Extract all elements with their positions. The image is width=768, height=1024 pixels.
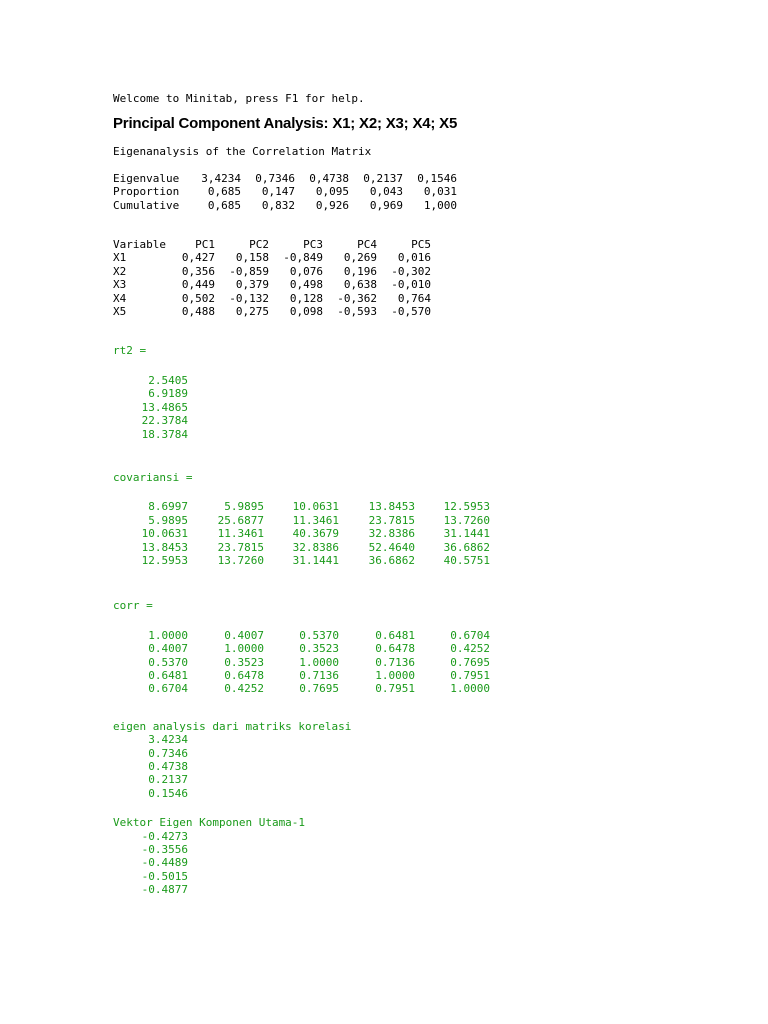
column-header: PC4 [357, 238, 377, 252]
table-cell: 13.8453 [368, 500, 415, 514]
table-cell: 1.0000 [450, 682, 490, 696]
table-cell: 0.7951 [450, 668, 490, 682]
table-cell: 2.5405 [148, 373, 188, 387]
loadings-table [113, 238, 431, 318]
table-row [113, 278, 431, 291]
table-cell: -0,302 [391, 264, 431, 278]
table-row [113, 514, 490, 527]
table-cell: 0,685 [207, 185, 241, 199]
table-cell: 0.6704 [450, 628, 490, 642]
table-row [113, 172, 457, 185]
table-cell: 13.7260 [443, 513, 490, 527]
table-cell: -0,362 [337, 291, 377, 305]
table-cell: 0,147 [261, 185, 295, 199]
table-cell: 0,098 [289, 305, 323, 319]
row-label: X4 [113, 291, 127, 305]
table-row [113, 870, 188, 883]
table-row [113, 747, 188, 760]
table-cell: 31.1441 [443, 527, 490, 541]
table-cell: -0.4489 [141, 856, 188, 870]
table-row [113, 642, 490, 655]
table-cell: 0.2137 [148, 773, 188, 787]
table-row [113, 199, 457, 212]
table-cell: 0.5370 [299, 628, 339, 642]
row-label: X1 [113, 251, 127, 265]
table-row [113, 292, 431, 305]
eigen-analysis-label: eigen analysis dari matriks korelasi [113, 719, 352, 733]
table-cell: 6.9189 [148, 387, 188, 401]
table-cell: 11.3461 [292, 513, 339, 527]
table-cell: 0.4007 [148, 642, 188, 656]
table-row [113, 733, 188, 746]
table-cell: 10.0631 [141, 527, 188, 541]
table-row [113, 401, 188, 414]
table-cell: 0,926 [315, 198, 349, 212]
table-cell: 0,498 [289, 278, 323, 292]
table-cell: 0,969 [369, 198, 403, 212]
table-cell: 0.4252 [450, 642, 490, 656]
table-cell: 23.7815 [217, 540, 264, 554]
table-cell: 1.0000 [148, 628, 188, 642]
table-row [113, 830, 188, 843]
table-cell: 0.7951 [375, 682, 415, 696]
table-cell: 10.0631 [292, 500, 339, 514]
table-cell: 13.4865 [141, 400, 188, 414]
row-label: X5 [113, 305, 127, 319]
welcome-message: Welcome to Minitab, press F1 for help. [113, 92, 365, 105]
table-cell: 0,031 [423, 185, 457, 199]
table-cell: 0,095 [315, 185, 349, 199]
table-cell: 0,076 [289, 264, 323, 278]
table-cell: 0,2137 [363, 171, 403, 185]
table-header-row [113, 238, 431, 251]
column-header: Variable [113, 238, 166, 252]
column-header: PC1 [195, 238, 215, 252]
table-cell: 0,4738 [309, 171, 349, 185]
table-row [113, 414, 188, 427]
table-cell: 3,4234 [201, 171, 241, 185]
table-cell: 31.1441 [292, 553, 339, 567]
table-cell: -0.4877 [141, 883, 188, 897]
table-cell: 0.6481 [375, 628, 415, 642]
covariansi-matrix [113, 500, 490, 567]
table-cell: 0,502 [181, 291, 215, 305]
table-cell: 0,449 [181, 278, 215, 292]
table-cell: 0.5370 [148, 655, 188, 669]
corr-label: corr = [113, 599, 153, 613]
table-row [113, 787, 188, 800]
table-cell: 22.3784 [141, 414, 188, 428]
table-cell: 36.6862 [368, 553, 415, 567]
table-cell: -0,849 [283, 251, 323, 265]
table-row [113, 883, 188, 896]
table-cell: 0,638 [343, 278, 377, 292]
table-cell: 8.6997 [148, 500, 188, 514]
table-cell: 32.8386 [368, 527, 415, 541]
table-cell: 0,356 [181, 264, 215, 278]
eigen-vector-values [113, 830, 188, 897]
table-cell: 0,832 [261, 198, 295, 212]
table-cell: 0,158 [235, 251, 269, 265]
table-row [113, 656, 490, 669]
table-cell: 0,196 [343, 264, 377, 278]
table-cell: 0.6704 [148, 682, 188, 696]
eigenvalue-table [113, 172, 457, 212]
eigen-analysis-values [113, 733, 188, 800]
table-cell: 0,427 [181, 251, 215, 265]
table-cell: 0.7136 [375, 655, 415, 669]
table-row [113, 629, 490, 642]
table-cell: 0,043 [369, 185, 403, 199]
table-cell: 11.3461 [217, 527, 264, 541]
table-cell: 13.8453 [141, 540, 188, 554]
table-cell: 0.6478 [375, 642, 415, 656]
table-row [113, 669, 490, 682]
table-cell: 40.5751 [443, 553, 490, 567]
table-cell: 25.6877 [217, 513, 264, 527]
table-cell: 0.7346 [148, 746, 188, 760]
table-cell: 40.3679 [292, 527, 339, 541]
table-cell: -0,010 [391, 278, 431, 292]
table-cell: -0,570 [391, 305, 431, 319]
table-cell: -0.4273 [141, 829, 188, 843]
eigen-caption: Eigenanalysis of the Correlation Matrix [113, 145, 372, 159]
table-cell: 1.0000 [299, 655, 339, 669]
covariansi-label: covariansi = [113, 470, 193, 484]
table-cell: 0,128 [289, 291, 323, 305]
table-row [113, 856, 188, 869]
table-cell: 23.7815 [368, 513, 415, 527]
table-row [113, 387, 188, 400]
row-label: Cumulative [113, 198, 180, 212]
table-row [113, 305, 431, 318]
table-cell: 0.4252 [224, 682, 264, 696]
table-row [113, 185, 457, 198]
table-cell: 0.4007 [224, 628, 264, 642]
table-cell: 0.7695 [299, 682, 339, 696]
row-label: X3 [113, 278, 127, 292]
table-cell: 0.6478 [224, 668, 264, 682]
table-row [113, 682, 490, 695]
eigen-vector-label: Vektor Eigen Komponen Utama-1 [113, 816, 306, 830]
table-cell: -0,859 [229, 264, 269, 278]
column-header: PC2 [249, 238, 269, 252]
table-cell: 0.3523 [299, 642, 339, 656]
table-cell: 32.8386 [292, 540, 339, 554]
table-cell: 0,488 [181, 305, 215, 319]
eigen-analysis-block [113, 720, 753, 800]
table-row [113, 251, 431, 264]
rt2-label: rt2 = [113, 344, 147, 358]
table-cell: 5.9895 [224, 500, 264, 514]
column-header: PC3 [303, 238, 323, 252]
rt2-block [113, 344, 753, 440]
table-row [113, 773, 188, 786]
table-cell: -0.3556 [141, 843, 188, 857]
table-cell: 13.7260 [217, 553, 264, 567]
table-cell: 12.5953 [141, 553, 188, 567]
table-cell: 1.0000 [224, 642, 264, 656]
table-cell: 0,1546 [417, 171, 457, 185]
corr-block [113, 599, 753, 695]
table-cell: 0.7136 [299, 668, 339, 682]
row-label: X2 [113, 264, 127, 278]
table-cell: 5.9895 [148, 513, 188, 527]
table-cell: 3.4234 [148, 733, 188, 747]
table-cell: 36.6862 [443, 540, 490, 554]
covariansi-block [113, 471, 753, 567]
table-row [113, 554, 490, 567]
table-cell: 0,764 [397, 291, 431, 305]
rt2-values [113, 374, 188, 441]
table-cell: -0.5015 [141, 869, 188, 883]
table-cell: -0,593 [337, 305, 377, 319]
table-cell: 0.7695 [450, 655, 490, 669]
table-row [113, 265, 431, 278]
table-cell: 0,7346 [255, 171, 295, 185]
table-row [113, 760, 188, 773]
table-cell: 0.1546 [148, 786, 188, 800]
eigen-vector-block [113, 816, 753, 896]
table-cell: 0,275 [235, 305, 269, 319]
table-cell: 0,269 [343, 251, 377, 265]
table-cell: 52.4640 [368, 540, 415, 554]
table-cell: 0.4738 [148, 760, 188, 773]
table-row [113, 843, 188, 856]
table-row [113, 527, 490, 540]
table-row [113, 500, 490, 513]
table-cell: 1,000 [423, 198, 457, 212]
corr-matrix [113, 629, 490, 696]
row-label: Proportion [113, 185, 180, 199]
table-row [113, 428, 188, 441]
table-cell: 12.5953 [443, 500, 490, 514]
table-cell: 0.3523 [224, 655, 264, 669]
table-row [113, 374, 188, 387]
table-cell: 0,379 [235, 278, 269, 292]
table-cell: 0.6481 [148, 668, 188, 682]
row-label: Eigenvalue [113, 171, 180, 185]
table-cell: -0,132 [229, 291, 269, 305]
column-header: PC5 [411, 238, 431, 252]
table-cell: 0,016 [397, 251, 431, 265]
table-row [113, 541, 490, 554]
minitab-output [113, 92, 753, 897]
table-cell: 18.3784 [141, 427, 188, 441]
page-title: Principal Component Analysis: X1; X2; X3; X4; X5 [113, 115, 458, 133]
table-cell: 0,685 [207, 198, 241, 212]
table-cell: 1.0000 [375, 668, 415, 682]
